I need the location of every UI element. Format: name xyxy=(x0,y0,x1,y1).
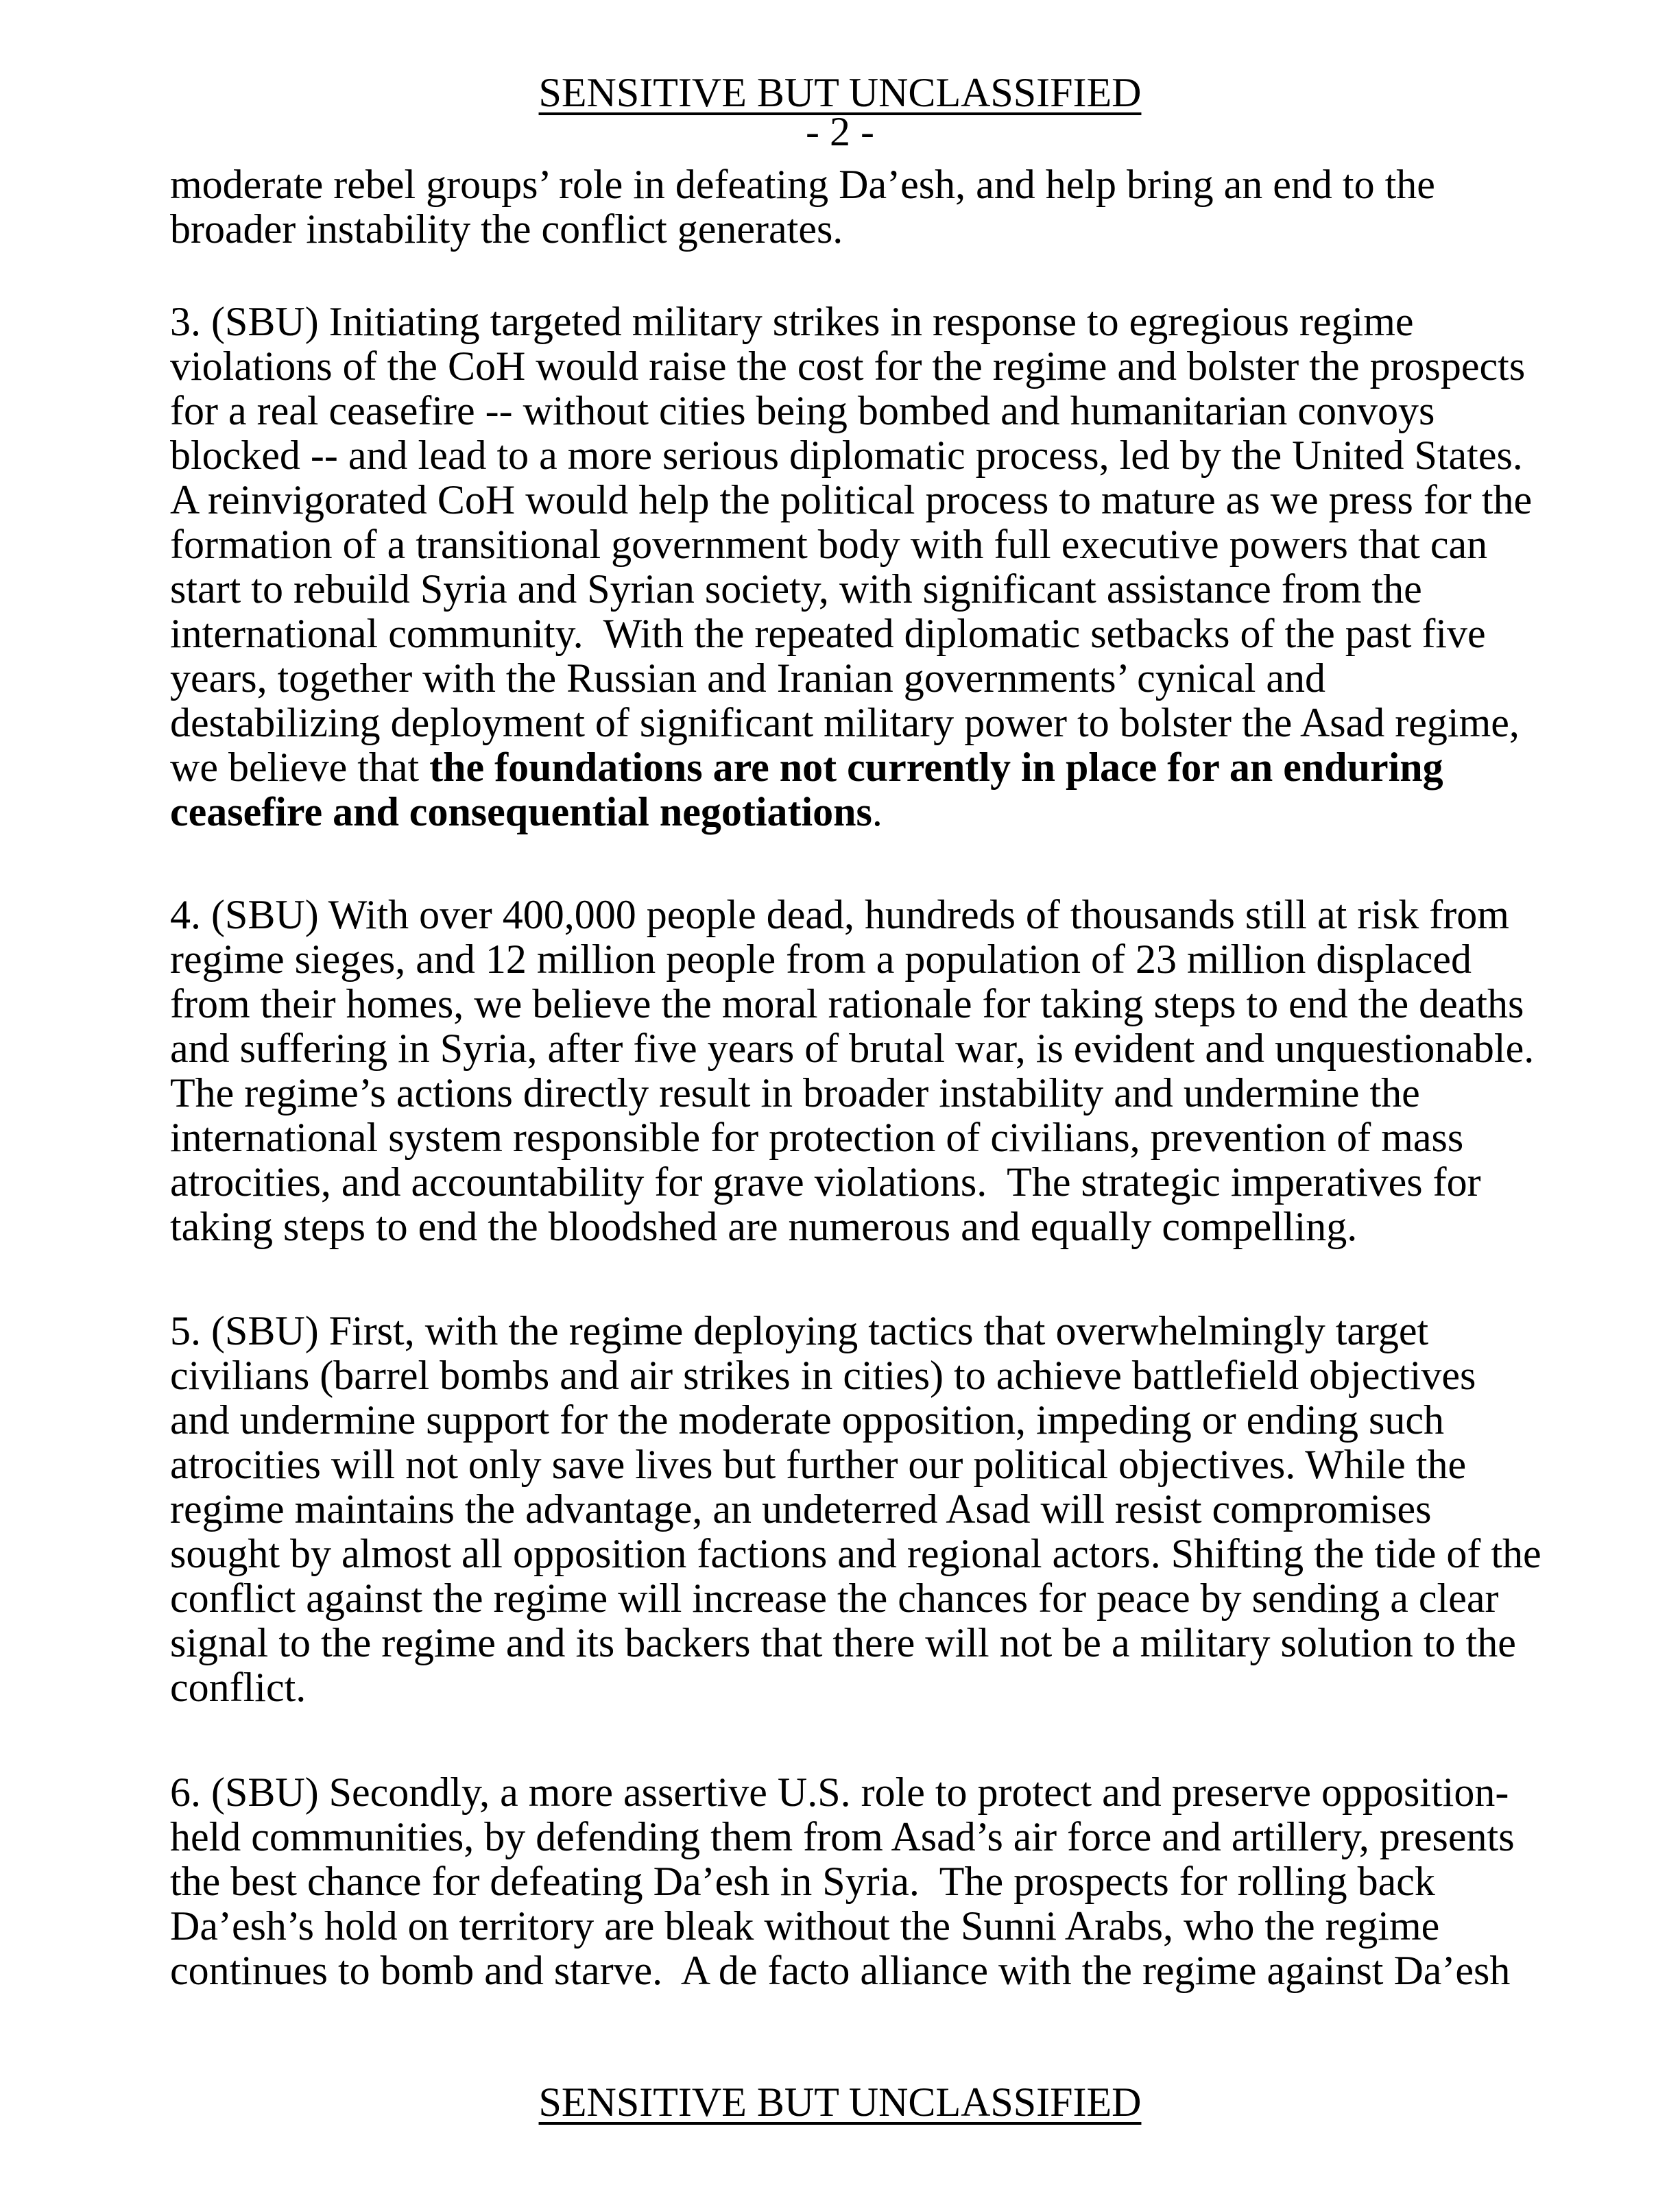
text-line xyxy=(170,207,1557,252)
text-run: formation of a transitional government body with full executive powers that can xyxy=(170,522,1488,567)
text-line xyxy=(170,162,1557,207)
text-run: 3. (SBU) Initiating targeted military strikes in response to egregious regime xyxy=(170,299,1414,344)
text-run: conflict against the regime will increase the chances for peace by sending a clear xyxy=(170,1576,1499,1621)
classification-footer: SENSITIVE BUT UNCLASSIFIED xyxy=(538,2080,1142,2125)
text-run: . xyxy=(872,789,883,834)
text-line xyxy=(170,1621,1557,1665)
text-run: and suffering in Syria, after five years of brutal war, is evident and unquestionable. xyxy=(170,1026,1535,1071)
para-3 xyxy=(170,300,1557,834)
text-run: signal to the regime and its backers that there will not be a military solution to the xyxy=(170,1620,1516,1665)
document-body xyxy=(0,162,1680,1993)
text-run: for a real ceasefire -- without cities being bombed and humanitarian convoys xyxy=(170,388,1435,433)
text-run: we believe that xyxy=(170,745,430,790)
page-number: - 2 - xyxy=(806,109,874,154)
text-run: held communities, by defending them from Asad’s air force and artillery, presents xyxy=(170,1814,1515,1859)
text-line xyxy=(170,1309,1557,1353)
text-run: start to rebuild Syria and Syrian society, with significant assistance from the xyxy=(170,566,1422,612)
text-run: from their homes, we believe the moral rationale for taking steps to end the deaths xyxy=(170,981,1524,1026)
text-run: regime maintains the advantage, an undeterred Asad will resist compromises xyxy=(170,1486,1432,1532)
text-line xyxy=(170,612,1557,656)
text-line xyxy=(170,982,1557,1026)
text-run: international system responsible for protection of civilians, prevention of mass xyxy=(170,1115,1464,1160)
text-run: atrocities, and accountability for grave violations. The strategic imperatives for xyxy=(170,1159,1481,1205)
text-line xyxy=(170,1071,1557,1116)
text-line xyxy=(170,433,1557,478)
text-run: moderate rebel groups’ role in defeating Da’esh, and help bring an end to the xyxy=(170,162,1435,207)
text-line xyxy=(170,1859,1557,1904)
text-line xyxy=(170,893,1557,937)
text-run-bold: ceasefire and consequential negotiations xyxy=(170,789,872,834)
text-line xyxy=(170,701,1557,745)
text-line xyxy=(170,1160,1557,1205)
text-line xyxy=(170,790,1557,834)
text-line xyxy=(170,1904,1557,1949)
text-line xyxy=(170,937,1557,982)
text-line xyxy=(170,1949,1557,1993)
para-intro xyxy=(170,162,1557,252)
text-run: destabilizing deployment of significant military power to bolster the Asad regime, xyxy=(170,700,1520,745)
text-run: years, together with the Russian and Iranian governments’ cynical and xyxy=(170,655,1326,701)
text-run: civilians (barrel bombs and air strikes in cities) to achieve battlefield objectives xyxy=(170,1353,1476,1398)
text-run: and undermine support for the moderate opposition, impeding or ending such xyxy=(170,1397,1444,1443)
para-4 xyxy=(170,893,1557,1249)
text-run: continues to bomb and starve. A de facto alliance with the regime against Da’esh xyxy=(170,1948,1511,1993)
text-run: The regime’s actions directly result in broader instability and undermine the xyxy=(170,1070,1420,1116)
text-line xyxy=(170,478,1557,522)
text-run: 6. (SBU) Secondly, a more assertive U.S. role to protect and preserve opposition- xyxy=(170,1770,1509,1815)
text-line xyxy=(170,1576,1557,1621)
text-run: the best chance for defeating Da’esh in Syria. The prospects for rolling back xyxy=(170,1859,1435,1904)
text-run: A reinvigorated CoH would help the political process to mature as we press for the xyxy=(170,477,1533,522)
text-line xyxy=(170,1116,1557,1160)
para-6 xyxy=(170,1770,1557,1993)
text-run: atrocities will not only save lives but further our political objectives. While the xyxy=(170,1442,1467,1487)
text-line xyxy=(170,389,1557,433)
text-line xyxy=(170,522,1557,567)
text-run-bold: the foundations are not currently in place for an enduring xyxy=(429,745,1443,790)
text-line xyxy=(170,1443,1557,1487)
text-run: sought by almost all opposition factions and regional actors. Shifting the tide of the xyxy=(170,1531,1541,1576)
text-run: Da’esh’s hold on territory are bleak without the Sunni Arabs, who the regime xyxy=(170,1903,1440,1949)
text-line xyxy=(170,567,1557,612)
text-line xyxy=(170,300,1557,344)
text-line xyxy=(170,344,1557,389)
text-line xyxy=(170,1815,1557,1859)
text-run: conflict. xyxy=(170,1665,307,1710)
text-line xyxy=(170,1205,1557,1249)
text-run: blocked -- and lead to a more serious diplomatic process, led by the United States. xyxy=(170,433,1523,478)
text-run: regime sieges, and 12 million people from a population of 23 million displaced xyxy=(170,937,1472,982)
text-run: 5. (SBU) First, with the regime deploying tactics that overwhelmingly target xyxy=(170,1308,1429,1353)
text-line xyxy=(170,1487,1557,1532)
text-line xyxy=(170,1665,1557,1710)
text-run: violations of the CoH would raise the cost for the regime and bolster the prospects xyxy=(170,343,1526,389)
text-line xyxy=(170,745,1557,790)
text-line xyxy=(170,1398,1557,1443)
text-line xyxy=(170,1532,1557,1576)
text-run: international community. With the repeated diplomatic setbacks of the past five xyxy=(170,611,1486,656)
text-line xyxy=(170,656,1557,701)
text-line xyxy=(170,1770,1557,1815)
text-line xyxy=(170,1353,1557,1398)
classification-header: SENSITIVE BUT UNCLASSIFIED xyxy=(538,70,1142,115)
text-line xyxy=(170,1026,1557,1071)
para-5 xyxy=(170,1309,1557,1710)
text-run: taking steps to end the bloodshed are numerous and equally compelling. xyxy=(170,1204,1358,1249)
text-run: broader instability the conflict generates. xyxy=(170,206,843,252)
text-run: 4. (SBU) With over 400,000 people dead, hundreds of thousands still at risk from xyxy=(170,892,1509,937)
